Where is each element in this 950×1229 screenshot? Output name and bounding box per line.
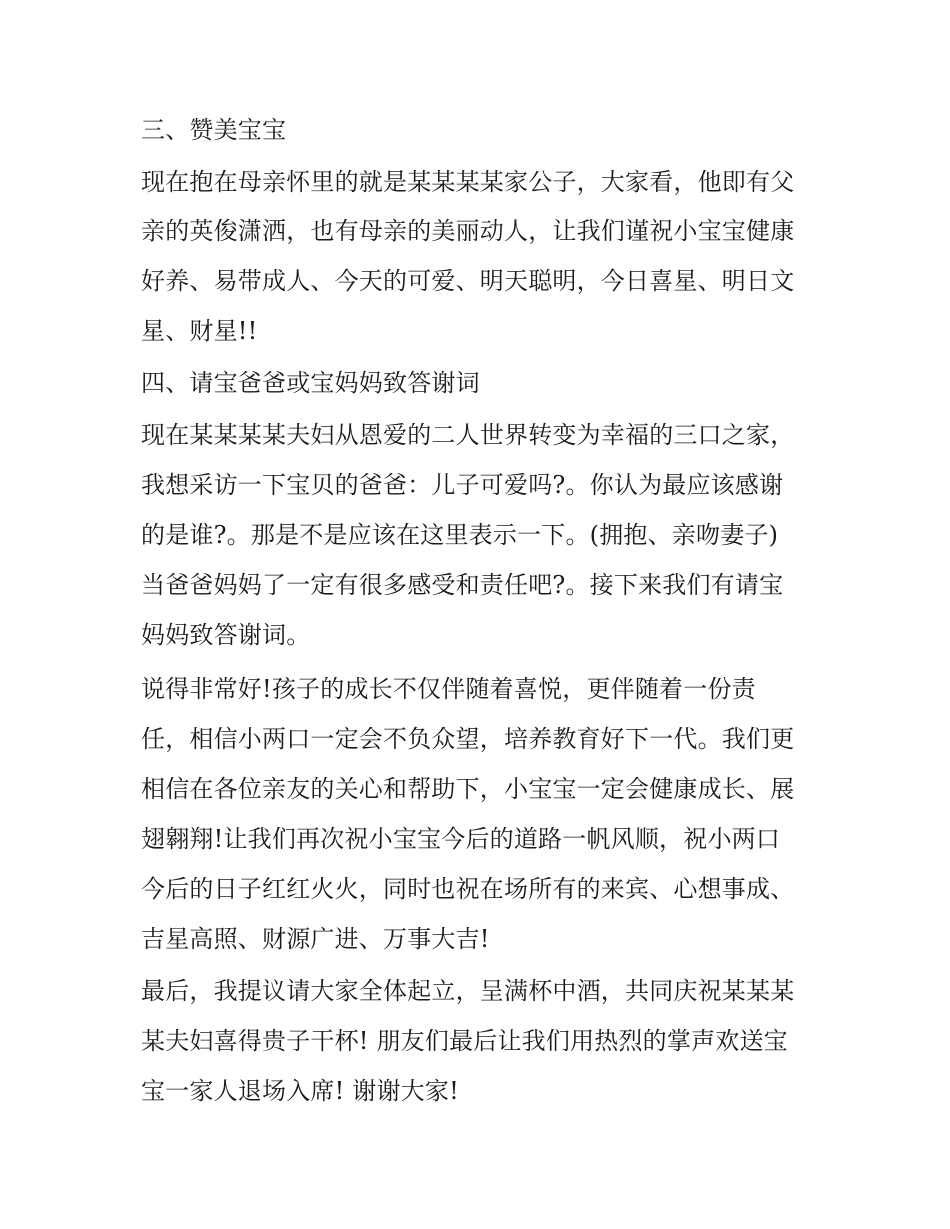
text-line: 好养、易带成人、今天的可爱、明天聪明，今日喜星、明日文 [141, 267, 795, 295]
text-line: 我想采访一下宝贝的爸爸：儿子可爱吗?。你认为最应该感谢 [141, 471, 784, 499]
text-line: 今后的日子红红火火，同时也祝在场所有的来宾、心想事成、 [141, 875, 795, 903]
text-line: 现在某某某某夫妇从恩爱的二人世界转变为幸福的三口之家， [141, 421, 795, 449]
text-line: 说得非常好!孩子的成长不仅伴随着喜悦，更伴随着一份责 [141, 675, 756, 703]
text-line: 最后，我提议请大家全体起立，呈满杯中酒，共同庆祝某某某 [141, 977, 795, 1005]
text-line: 宝一家人退场入席! 谢谢大家! [141, 1077, 459, 1105]
text-line: 妈妈致答谢词。 [141, 621, 311, 649]
text-line: 的是谁?。那是不是应该在这里表示一下。(拥抱、亲吻妻子) [141, 521, 779, 549]
section-heading-praise-baby: 三、赞美宝宝 [141, 116, 287, 144]
text-line: 某夫妇喜得贵子干杯! 朋友们最后让我们用热烈的掌声欢送宝 [141, 1027, 788, 1055]
text-line: 亲的英俊潇洒，也有母亲的美丽动人，让我们谨祝小宝宝健康 [141, 217, 795, 245]
text-line: 星、财星!! [141, 317, 258, 345]
text-line: 当爸爸妈妈了一定有很多感受和责任吧?。接下来我们有请宝 [141, 571, 784, 599]
text-line: 吉星高照、财源广进、万事大吉! [141, 925, 490, 953]
text-line: 任，相信小两口一定会不负众望，培养教育好下一代。我们更 [141, 725, 795, 753]
text-line: 翅翱翔!让我们再次祝小宝宝今后的道路一帆风顺，祝小两口 [141, 825, 781, 853]
text-line: 相信在各位亲友的关心和帮助下，小宝宝一定会健康成长、展 [141, 775, 795, 803]
text-line: 现在抱在母亲怀里的就是某某某某家公子，大家看，他即有父 [141, 168, 795, 196]
section-heading-thanks-speech: 四、请宝爸爸或宝妈妈致答谢词 [141, 369, 480, 397]
